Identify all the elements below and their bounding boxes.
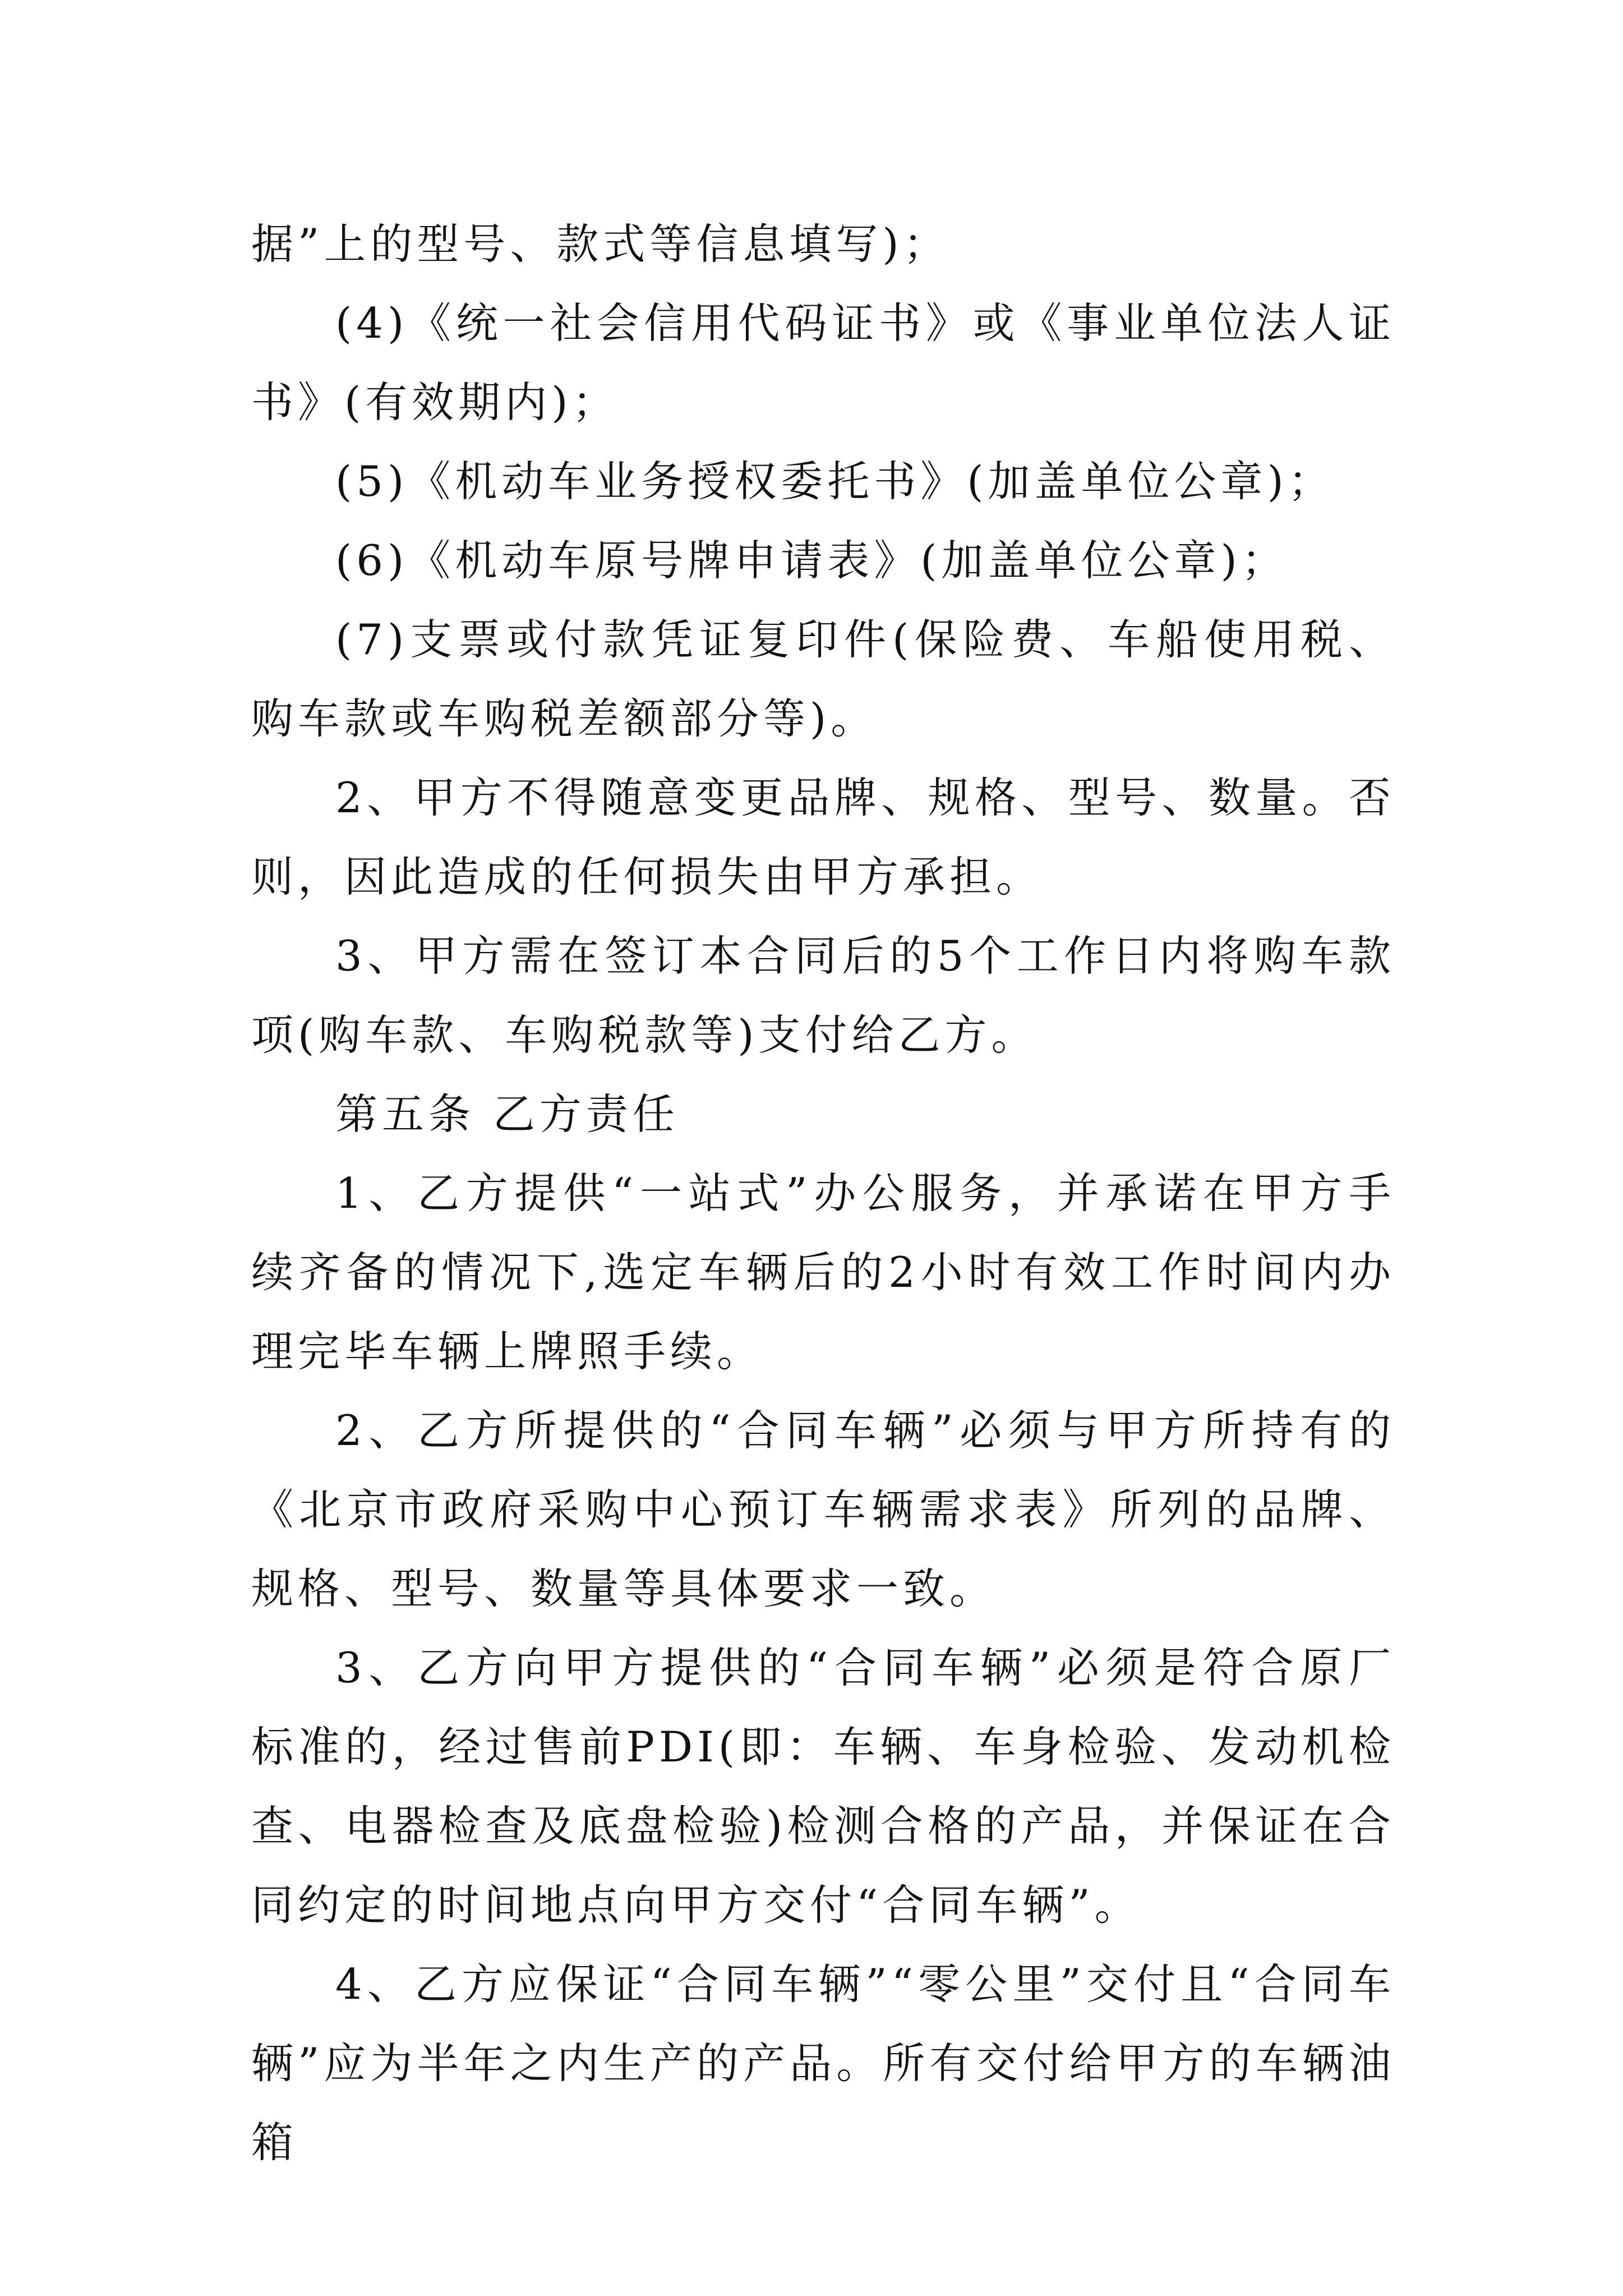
paragraph-clause-2: 2、甲方不得随意变更品牌、规格、型号、数量。否则，因此造成的任何损失由甲方承担。 (251, 773, 1395, 901)
document-body (251, 205, 1395, 2182)
paragraph-item-5: (5)《机动车业务授权委托书》(加盖单位公章)； (335, 457, 1335, 506)
paragraph-seller-2: 2、乙方所提供的“合同车辆”必须与甲方所持有的《北京市政府采购中心预订车辆需求表》所列的品牌、规格、型号、数量等具体要求一致。 (251, 1406, 1395, 1613)
paragraph-seller-4: 4、乙方应保证“合同车辆”“零公里”交付且“合同车辆”应为半年之内生产的产品。所有交付给甲方的车辆油箱 (251, 1959, 1395, 2167)
paragraph-item-6: (6)《机动车原号牌申请表》(加盖单位公章)； (335, 536, 1288, 585)
section-heading-article-5: 第五条 乙方责任 (335, 1089, 679, 1139)
paragraph-continuation: 据”上的型号、款式等信息填写)； (251, 219, 950, 269)
paragraph-seller-3: 3、乙方向甲方提供的“合同车辆”必须是符合原厂标准的，经过售前PDI(即：车辆、车身检验、发动机检查、电器检查及底盘检验)检测合格的产品，并保证在合同约定的时间地点向甲方交付“合同车辆”。 (251, 1643, 1395, 1930)
paragraph-seller-1: 1、乙方提供“一站式”办公服务，并承诺在甲方手续齐备的情况下,选定车辆后的2小时有效工作时间内办理完毕车辆上牌照手续。 (251, 1168, 1395, 1376)
paragraph-item-7: (7)支票或付款凭证复印件(保险费、车船使用税、购车款或车购税差额部分等)。 (251, 615, 1395, 743)
paragraph-clause-3: 3、甲方需在签订本合同后的5个工作日内将购车款项(购车款、车购税款等)支付给乙方。 (251, 931, 1395, 1060)
paragraph-item-4: (4)《统一社会信用代码证书》或《事业单位法人证书》(有效期内)； (251, 298, 1395, 427)
